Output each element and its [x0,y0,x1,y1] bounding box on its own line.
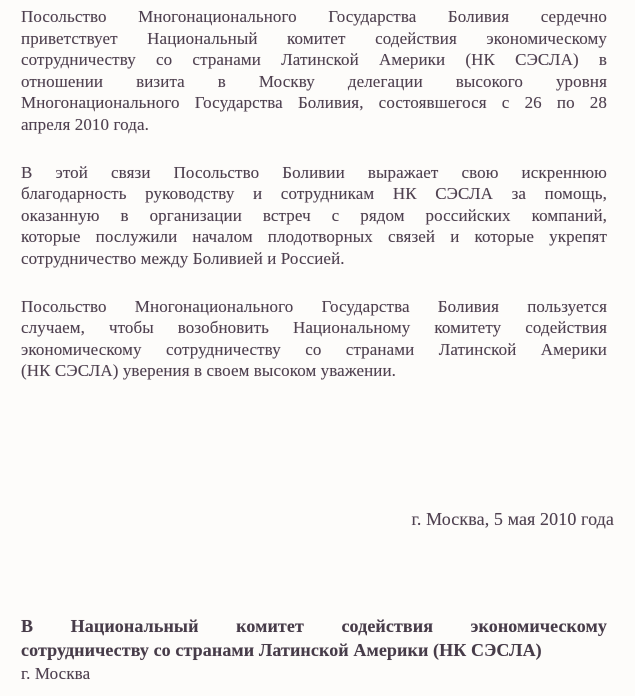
text-line: Посольство Многонационального Государства Боливия сердечно [21,7,607,26]
addressee-block [21,614,607,662]
text-line: (НК СЭСЛА) уверения в своем высоком уважении. [21,361,397,381]
text-line: экономическому сотрудничеству со странами Латинской Америки [21,339,607,359]
addressee-line: сотрудничеству со странами Латинской Америки (НК СЭСЛА) [21,639,542,660]
text-line: оказанную в организации встреч с рядом российских компаний, [21,205,607,225]
addressee-line: В Национальный комитет содействия экономическому [21,615,607,636]
text-line: сотрудничеству со странами Латинской Америки (НК СЭСЛА) в [21,50,607,70]
paragraph-gratitude [21,162,607,270]
text-line: В этой связи Посольство Боливии выражает свою искреннюю [21,162,607,182]
text-line: случаем, чтобы возобновить Национальному комитету содействия [21,318,607,338]
text-line: сотрудничество между Боливией и Россией. [21,248,345,268]
text-line: апреля 2010 года. [21,114,149,134]
paragraph-greeting [21,6,607,136]
date-line: г. Москва, 5 мая 2010 года [411,508,614,529]
addressee-city: г. Москва [21,663,91,683]
text-line: отношении визита в Москву делегации высокого уровня [21,71,607,91]
text-line: Многонационального Государства Боливия, состоявшегося с 26 по 28 [21,93,607,113]
paragraph-closing [21,296,607,382]
text-line: Посольство Многонационального Государства Боливия пользуется [21,296,607,316]
text-line: приветствует Национальный комитет содействия экономическому [21,28,607,48]
text-line: благодарность руководству и сотрудникам НК СЭСЛА за помощь, [21,184,607,204]
text-line: которые послужили началом плодотворных связей и которые укрепят [21,227,607,247]
